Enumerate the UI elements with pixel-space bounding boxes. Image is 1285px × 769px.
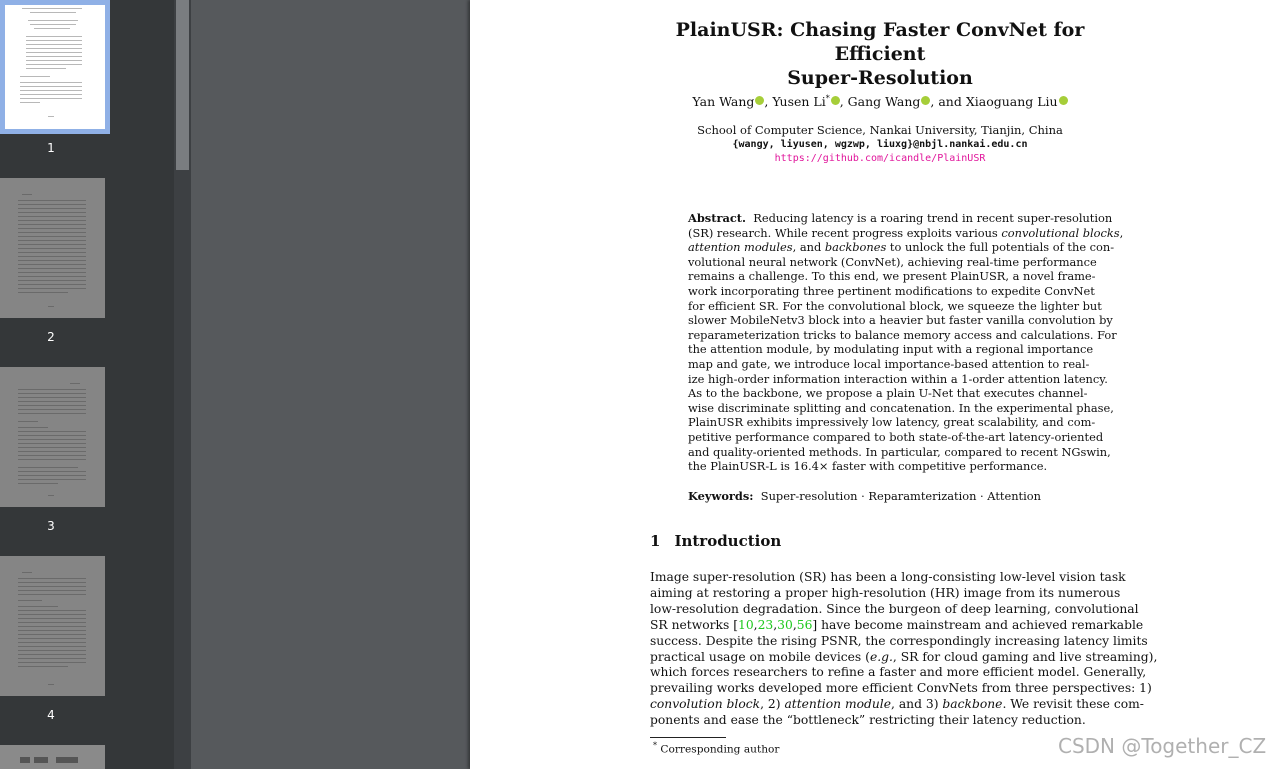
thumbnail-page-number: 2 (47, 330, 55, 344)
thumbnail-page-number: 3 (47, 519, 55, 533)
keywords: Keywords: Super-resolution · Reparamterization · Attention (688, 489, 1041, 503)
author-name: Yusen Li (772, 94, 826, 110)
author-list: Yan Wang , Yusen Li* , Gang Wang , and Xiaoguang Liu (650, 94, 1110, 109)
citation-link[interactable]: 56 (796, 617, 813, 632)
thumbnail-sidebar (0, 0, 174, 769)
citation-link[interactable]: 10 (738, 617, 754, 632)
sidebar-scrollbar[interactable] (174, 0, 191, 769)
author-name: Gang Wang (847, 94, 921, 110)
footnote-rule (650, 737, 726, 738)
thumbnail-image[interactable] (0, 0, 110, 134)
author-name: Yan Wang (692, 94, 755, 110)
author-name: Xiaoguang Liu (965, 94, 1058, 110)
footnote: * Corresponding author (653, 741, 780, 756)
abstract-label: Abstract. (688, 211, 747, 225)
thumbnail-image[interactable] (0, 745, 105, 769)
thumbnail-page-number: 1 (47, 141, 55, 155)
citation-link[interactable]: 23 (757, 617, 774, 632)
paper-title: PlainUSR: Chasing Faster ConvNet for Efficient Super-Resolution (675, 19, 1085, 89)
orcid-icon[interactable] (1059, 96, 1068, 105)
affiliation: School of Computer Science, Nankai University, Tianjin, China (697, 123, 1063, 137)
abstract: Abstract. Reducing latency is a roaring trend in recent super-resolution (SR) research. While recent progress exploits various convolutional blocks, attention modules, and backbones to unlock the full potentials of the con- volutional neural network (ConvNet), achieving real-time performance remains a challenge. To this end, we present PlainUSR, a novel frame- work incorporating three pertinent modifications to expedite ConvNet for efficient SR. For the convolutional block, we squeeze the lighter but slower MobileNetv3 block into a heavier but faster vanilla convolution by reparameterization tricks to balance memory access and calculations. For the attention module, by modulating input with a regional importance map and gate, we introduce local importance-based attention to real- ize high-order information interaction within a 1-order attention latency. As to the backbone, we propose a plain U-Net that executes channel- wise discriminate splitting and concatenation. In the experimental phase, PlainUSR exhibits impressively low latency, great scalability, and com- petitive performance compared to both state-of-the-art latency-oriented and quality-oriented methods. In particular, compared to recent NGswin, the PlainUSR-L is 16.4× faster with competitive performance. (688, 211, 1124, 474)
thumbnail-image[interactable] (0, 178, 105, 318)
thumbnail-image[interactable] (0, 556, 105, 696)
repo-link[interactable]: https://github.com/icandle/PlainUSR (774, 153, 986, 164)
section-heading: 1 Introduction (650, 532, 782, 550)
thumbnail-page-number: 4 (47, 708, 55, 722)
pdf-page (470, 0, 1285, 769)
citation-link[interactable]: 30 (777, 617, 793, 632)
scrollbar-thumb[interactable] (176, 0, 189, 170)
thumbnail-image[interactable] (0, 367, 105, 507)
orcid-icon[interactable] (831, 96, 840, 105)
author-emails: {wangy, liyusen, wgzwp, liuxg}@nbjl.nankai.edu.cn (732, 139, 1028, 150)
watermark-text: CSDN @Together_CZ (1058, 734, 1267, 758)
introduction-paragraph: Image super-resolution (SR) has been a long-consisting low-level vision task aiming at restoring a proper high-resolution (HR) image from its numerous low-resolution degradation. Since the burgeon of deep learning, convolutional SR networks [10,23,30,56] have become mainstream and achieved remarkable success. Despite the rising PSNR, the correspondingly increasing latency limits practical usage on mobile devices (e.g., SR for cloud gaming and live streaming), which forces researchers to refine a faster and more efficient model. Generally, prevailing works developed more efficient ConvNets from three perspectives: 1) convolution block, 2) attention module, and 3) backbone. We revisit these com- ponents and ease the “bottleneck” restricting their latency reduction. (650, 570, 1158, 728)
